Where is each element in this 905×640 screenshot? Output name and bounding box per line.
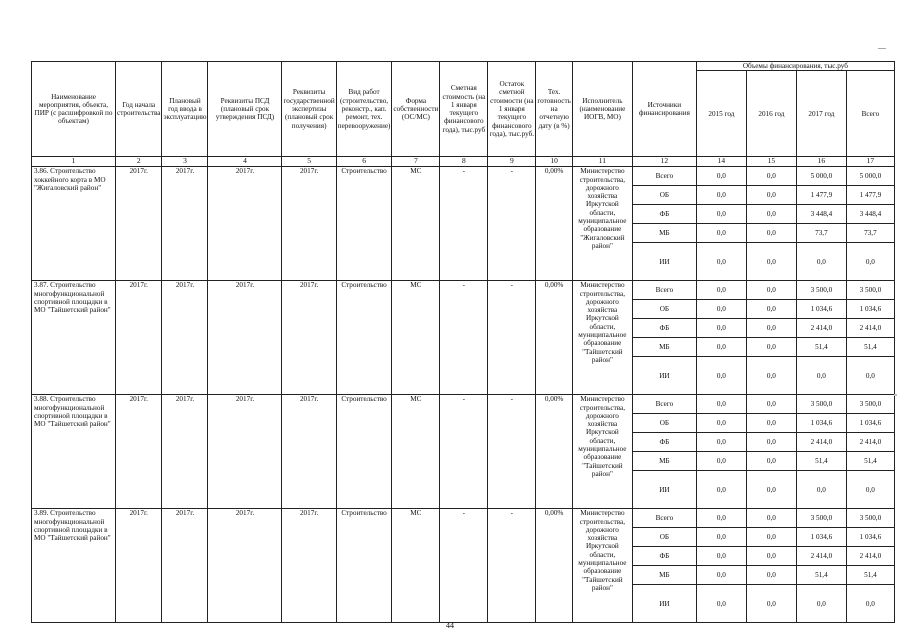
funding-y2015: 0,0	[696, 205, 746, 224]
project-name: 3.89. Строительство многофункциональной спортивной площадки в МО "Тайшетский район"	[32, 509, 116, 623]
funding-y2017: 2 414,0	[796, 433, 846, 452]
funding-y2015: 0,0	[696, 509, 746, 528]
header-work-type: Вид работ (строительство, реконстр., кап. ремонт, тех. перевооружение)	[336, 62, 392, 157]
planned-year: 2017г.	[162, 509, 208, 623]
funding-y2017: 2 414,0	[796, 547, 846, 566]
expertise-date: 2017г.	[282, 281, 336, 395]
funding-y2015: 0,0	[696, 395, 746, 414]
header-executor: Исполнитель (наименование ИОГВ, МО)	[572, 62, 632, 157]
column-number: 17	[846, 157, 894, 167]
funding-total: 73,7	[846, 224, 894, 243]
funding-source: ИИ	[632, 471, 696, 509]
funding-y2015: 0,0	[696, 224, 746, 243]
project-name: 3.87. Строительство многофункциональной спортивной площадки в МО "Тайшетский район"	[32, 281, 116, 395]
funding-total: 3 500,0	[846, 395, 894, 414]
header-start-year: Год начала строительства	[116, 62, 162, 157]
funding-y2017: 51,4	[796, 566, 846, 585]
header-expertise: Реквизиты государственной экспертизы (плановый срок получения)	[282, 62, 336, 157]
funding-y2016: 0,0	[746, 167, 796, 186]
column-number: 3	[162, 157, 208, 167]
funding-y2016: 0,0	[746, 300, 796, 319]
funding-total: 0,0	[846, 585, 894, 623]
psd-date: 2017г.	[208, 281, 282, 395]
planned-year: 2017г.	[162, 167, 208, 281]
scan-artifact	[894, 394, 897, 396]
estimate-cost: -	[440, 395, 488, 509]
header-2017: 2017 год	[796, 71, 846, 157]
funding-y2017: 1 477,9	[796, 186, 846, 205]
funding-source: Всего	[632, 395, 696, 414]
expertise-date: 2017г.	[282, 167, 336, 281]
funding-total: 0,0	[846, 243, 894, 281]
funding-y2016: 0,0	[746, 395, 796, 414]
funding-y2016: 0,0	[746, 338, 796, 357]
funding-source: ОБ	[632, 186, 696, 205]
funding-total: 0,0	[846, 357, 894, 395]
psd-date: 2017г.	[208, 395, 282, 509]
column-number: 9	[488, 157, 536, 167]
ownership: МС	[392, 509, 440, 623]
funding-y2016: 0,0	[746, 205, 796, 224]
funding-y2017: 3 448,4	[796, 205, 846, 224]
table-row	[32, 281, 895, 300]
funding-source: ОБ	[632, 528, 696, 547]
header-funding-group: Объемы финансирования, тыс.руб	[696, 62, 894, 71]
funding-y2015: 0,0	[696, 186, 746, 205]
funding-y2015: 0,0	[696, 585, 746, 623]
remaining-cost: -	[488, 281, 536, 395]
funding-y2016: 0,0	[746, 224, 796, 243]
psd-date: 2017г.	[208, 509, 282, 623]
estimate-cost: -	[440, 281, 488, 395]
funding-y2017: 0,0	[796, 243, 846, 281]
header-2016: 2016 год	[746, 71, 796, 157]
funding-source: Всего	[632, 281, 696, 300]
funding-total: 1 034,6	[846, 528, 894, 547]
estimate-cost: -	[440, 167, 488, 281]
funding-y2017: 3 500,0	[796, 395, 846, 414]
funding-y2016: 0,0	[746, 186, 796, 205]
funding-y2015: 0,0	[696, 243, 746, 281]
column-number: 12	[632, 157, 696, 167]
page-number: 44	[446, 621, 454, 630]
readiness: 0,00%	[536, 509, 573, 623]
work-type: Строительство	[336, 509, 392, 623]
funding-y2016: 0,0	[746, 243, 796, 281]
start-year: 2017г.	[116, 509, 162, 623]
header-sources: Источники финансирования	[632, 62, 696, 157]
funding-total: 1 034,6	[846, 414, 894, 433]
funding-y2017: 0,0	[796, 585, 846, 623]
funding-source: ФБ	[632, 547, 696, 566]
table-row	[32, 509, 895, 528]
work-type: Строительство	[336, 395, 392, 509]
funding-y2017: 51,4	[796, 452, 846, 471]
readiness: 0,00%	[536, 395, 573, 509]
expertise-date: 2017г.	[282, 509, 336, 623]
header-name: Наименование мероприятия, объекта, ПИР (с расшифровкой по объектам)	[32, 62, 116, 157]
header-estimate: Сметная стоимость (на 1 января текущего финансового года), тыс.руб	[440, 62, 488, 157]
column-number: 7	[392, 157, 440, 167]
funding-y2016: 0,0	[746, 585, 796, 623]
funding-y2015: 0,0	[696, 433, 746, 452]
funding-y2015: 0,0	[696, 566, 746, 585]
funding-source: Всего	[632, 509, 696, 528]
funding-y2016: 0,0	[746, 357, 796, 395]
funding-y2016: 0,0	[746, 319, 796, 338]
funding-y2015: 0,0	[696, 357, 746, 395]
funding-source: ИИ	[632, 243, 696, 281]
funding-y2017: 0,0	[796, 357, 846, 395]
funding-total: 51,4	[846, 338, 894, 357]
column-number: 2	[116, 157, 162, 167]
funding-y2016: 0,0	[746, 452, 796, 471]
planned-year: 2017г.	[162, 395, 208, 509]
remaining-cost: -	[488, 509, 536, 623]
funding-y2015: 0,0	[696, 281, 746, 300]
funding-y2015: 0,0	[696, 319, 746, 338]
funding-y2015: 0,0	[696, 300, 746, 319]
funding-y2015: 0,0	[696, 167, 746, 186]
header-planned-year: Плановый год ввода в эксплуатацию	[162, 62, 208, 157]
table-row	[32, 395, 895, 414]
funding-y2017: 1 034,6	[796, 528, 846, 547]
funding-y2016: 0,0	[746, 566, 796, 585]
column-number: 11	[572, 157, 632, 167]
scan-artifact-corner	[878, 48, 886, 49]
column-number: 5	[282, 157, 336, 167]
start-year: 2017г.	[116, 167, 162, 281]
column-number: 6	[336, 157, 392, 167]
funding-total: 5 000,0	[846, 167, 894, 186]
readiness: 0,00%	[536, 167, 573, 281]
funding-total: 0,0	[846, 471, 894, 509]
funding-y2015: 0,0	[696, 471, 746, 509]
column-number: 1	[32, 157, 116, 167]
funding-total: 2 414,0	[846, 547, 894, 566]
funding-y2017: 2 414,0	[796, 319, 846, 338]
funding-source: МБ	[632, 566, 696, 585]
funding-y2016: 0,0	[746, 547, 796, 566]
work-type: Строительство	[336, 167, 392, 281]
executor: Министерство строительства, дорожного хозяйства Иркутской области, муниципальное образование "Жигаловский район"	[572, 167, 632, 281]
table-row	[32, 167, 895, 186]
project-name: 3.86. Строительство хоккейного корта в МО "Жигаловский район"	[32, 167, 116, 281]
funding-y2016: 0,0	[746, 509, 796, 528]
column-numbers-row	[32, 157, 895, 167]
funding-y2016: 0,0	[746, 281, 796, 300]
executor: Министерство строительства, дорожного хозяйства Иркутской области, муниципальное образование "Тайшетский район"	[572, 395, 632, 509]
funding-source: ОБ	[632, 300, 696, 319]
funding-y2017: 5 000,0	[796, 167, 846, 186]
remaining-cost: -	[488, 167, 536, 281]
funding-source: ОБ	[632, 414, 696, 433]
funding-source: МБ	[632, 452, 696, 471]
column-number: 8	[440, 157, 488, 167]
start-year: 2017г.	[116, 395, 162, 509]
ownership: МС	[392, 281, 440, 395]
column-number: 14	[696, 157, 746, 167]
funding-source: МБ	[632, 224, 696, 243]
funding-source: ФБ	[632, 205, 696, 224]
funding-y2015: 0,0	[696, 528, 746, 547]
project-name: 3.88. Строительство многофункциональной спортивной площадки в МО "Тайшетский район"	[32, 395, 116, 509]
column-number: 15	[746, 157, 796, 167]
header-total: Всего	[846, 71, 894, 157]
planned-year: 2017г.	[162, 281, 208, 395]
funding-total: 2 414,0	[846, 433, 894, 452]
header-psd: Реквизиты ПСД (плановый срок утверждения ПСД)	[208, 62, 282, 157]
funding-y2017: 1 034,6	[796, 414, 846, 433]
funding-y2015: 0,0	[696, 452, 746, 471]
funding-y2015: 0,0	[696, 414, 746, 433]
funding-y2017: 1 034,6	[796, 300, 846, 319]
funding-source: ФБ	[632, 433, 696, 452]
funding-source: ИИ	[632, 357, 696, 395]
funding-y2016: 0,0	[746, 414, 796, 433]
funding-total: 1 034,6	[846, 300, 894, 319]
expertise-date: 2017г.	[282, 395, 336, 509]
work-type: Строительство	[336, 281, 392, 395]
executor: Министерство строительства, дорожного хозяйства Иркутской области, муниципальное образование "Тайшетский район"	[572, 509, 632, 623]
column-number: 10	[536, 157, 573, 167]
funding-y2016: 0,0	[746, 528, 796, 547]
header-remaining: Остаток сметной стоимости (на 1 января текущего финансового года), тыс.руб.	[488, 62, 536, 157]
funding-total: 3 448,4	[846, 205, 894, 224]
funding-y2017: 51,4	[796, 338, 846, 357]
estimate-cost: -	[440, 509, 488, 623]
funding-total: 1 477,9	[846, 186, 894, 205]
funding-total: 2 414,0	[846, 319, 894, 338]
readiness: 0,00%	[536, 281, 573, 395]
funding-y2015: 0,0	[696, 338, 746, 357]
financing-table	[31, 61, 895, 623]
funding-total: 3 500,0	[846, 509, 894, 528]
header-readiness: Тех. готовность на отчетную дату (в %)	[536, 62, 573, 157]
funding-y2016: 0,0	[746, 433, 796, 452]
column-number: 16	[796, 157, 846, 167]
funding-source: Всего	[632, 167, 696, 186]
funding-source: ФБ	[632, 319, 696, 338]
start-year: 2017г.	[116, 281, 162, 395]
funding-source: ИИ	[632, 585, 696, 623]
executor: Министерство строительства, дорожного хозяйства Иркутской области, муниципальное образование "Тайшетский район"	[572, 281, 632, 395]
psd-date: 2017г.	[208, 167, 282, 281]
funding-source: МБ	[632, 338, 696, 357]
funding-total: 51,4	[846, 452, 894, 471]
funding-y2016: 0,0	[746, 471, 796, 509]
funding-y2017: 3 500,0	[796, 509, 846, 528]
funding-total: 51,4	[846, 566, 894, 585]
funding-total: 3 500,0	[846, 281, 894, 300]
ownership: МС	[392, 395, 440, 509]
header-ownership: Форма собственности (ОС/МС)	[392, 62, 440, 157]
funding-y2017: 73,7	[796, 224, 846, 243]
column-number: 4	[208, 157, 282, 167]
remaining-cost: -	[488, 395, 536, 509]
funding-y2015: 0,0	[696, 547, 746, 566]
ownership: МС	[392, 167, 440, 281]
funding-y2017: 0,0	[796, 471, 846, 509]
header-2015: 2015 год	[696, 71, 746, 157]
funding-y2017: 3 500,0	[796, 281, 846, 300]
